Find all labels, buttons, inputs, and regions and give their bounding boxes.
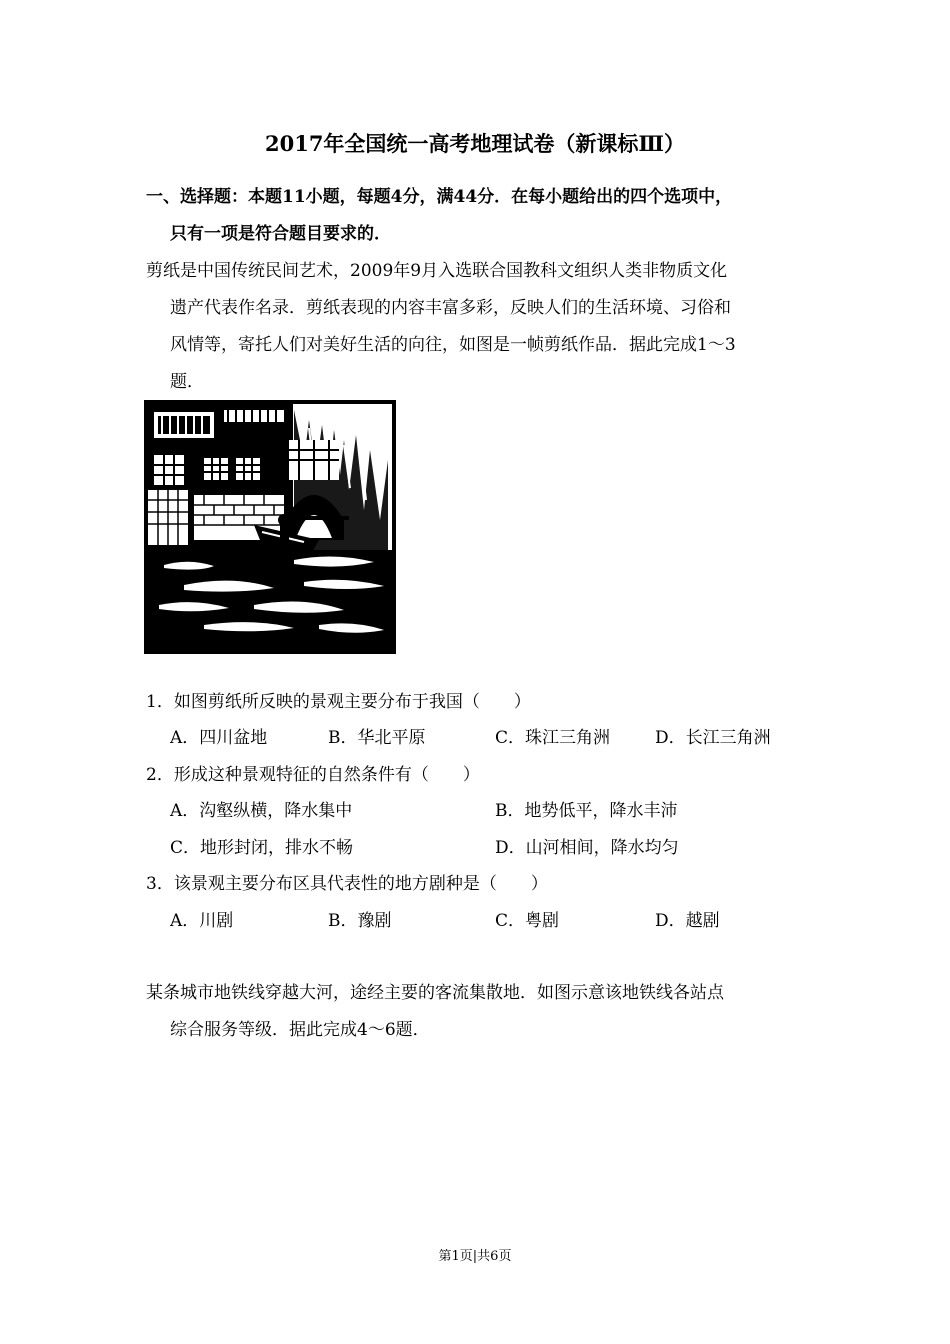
section-header-line1: 一、选择题：本题11小题，每题4分，满44分．在每小题给出的四个选项中， bbox=[146, 187, 733, 207]
q2-option-d: D．山河相间，降水均匀 bbox=[495, 838, 679, 858]
q3-option-c: C．粤剧 bbox=[495, 911, 560, 931]
q3-option-d: D．越剧 bbox=[655, 911, 720, 931]
passage2-line2: 综合服务等级．据此完成4～6题． bbox=[170, 1020, 430, 1040]
q3-option-b: B．豫剧 bbox=[328, 911, 392, 931]
passage1-line1: 剪纸是中国传统民间艺术，2009年9月入选联合国教科文组织人类非物质文化 bbox=[146, 261, 728, 281]
q2-option-b: B．地势低平，降水丰沛 bbox=[495, 801, 678, 821]
passage2-line1: 某条城市地铁线穿越大河，途经主要的客流集散地．如图示意该地铁线各站点 bbox=[146, 983, 724, 1003]
passage1-line4: 题． bbox=[170, 372, 204, 392]
q1-option-b: B．华北平原 bbox=[328, 728, 426, 748]
q1-option-c: C．珠江三角洲 bbox=[495, 728, 611, 748]
question-2-stem: 2．形成这种景观特征的自然条件有（ ） bbox=[146, 765, 480, 785]
q3-option-a: A．川剧 bbox=[170, 911, 234, 931]
passage1-line2: 遗产代表作名录．剪纸表现的内容丰富多彩，反映人们的生活环境、习俗和 bbox=[170, 298, 731, 318]
section-header-line2: 只有一项是符合题目要求的． bbox=[170, 224, 391, 244]
q1-option-a: A．四川盆地 bbox=[170, 728, 268, 748]
passage1-line3: 风情等，寄托人们对美好生活的向往，如图是一帧剪纸作品．据此完成1～3 bbox=[170, 335, 736, 355]
question-1-stem: 1．如图剪纸所反映的景观主要分布于我国（ ） bbox=[146, 692, 531, 712]
papercut-illustration bbox=[144, 400, 396, 654]
q1-option-d: D．长江三角洲 bbox=[655, 728, 771, 748]
q2-option-c: C．地形封闭，排水不畅 bbox=[170, 838, 354, 858]
question-3-stem: 3．该景观主要分布区具代表性的地方剧种是（ ） bbox=[146, 874, 548, 894]
q2-option-a: A．沟壑纵横，降水集中 bbox=[170, 801, 353, 821]
page-title: 2017年全国统一高考地理试卷（新课标Ⅲ） bbox=[264, 131, 686, 156]
page-footer: 第1页|共6页 bbox=[438, 1249, 512, 1264]
